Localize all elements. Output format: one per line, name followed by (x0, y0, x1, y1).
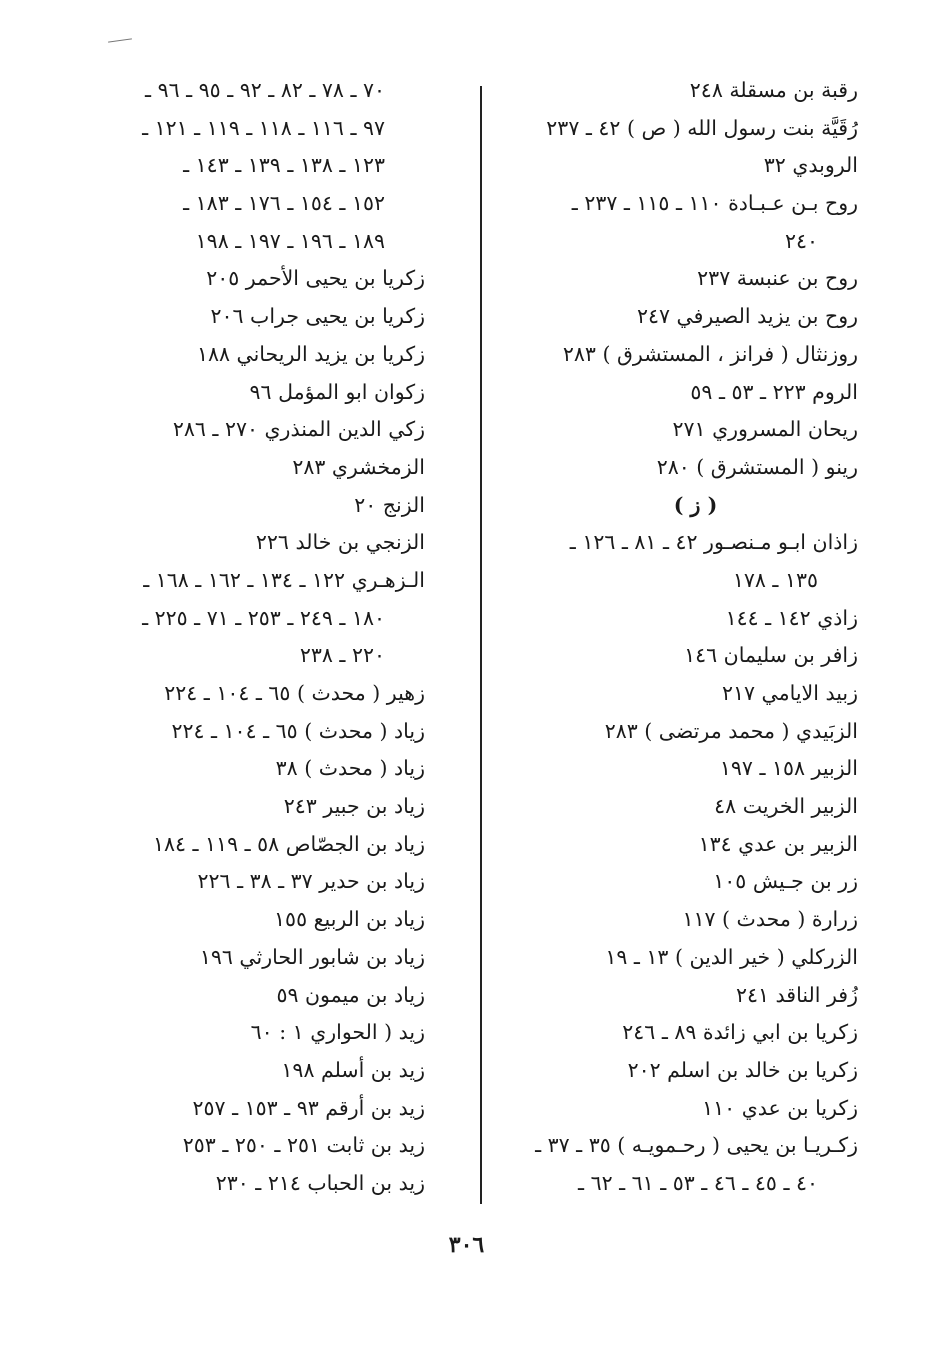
index-entry: رقبة بن مسقلة ٢٤٨ (689, 78, 858, 102)
index-entry: زكريا بن ابي زائدة ٨٩ ـ ٢٤٦ (622, 1020, 858, 1045)
index-entry: زر بن جـيش ١٠٥ (713, 869, 858, 894)
index-entry: زاذان ابـو مـنصـور ٤٢ ـ ٨١ ـ ١٢٦ ـ (569, 530, 858, 555)
index-entry-continuation: ١٨٠ ـ ٢٤٩ ـ ٢٥٣ ـ ٧١ ـ ٢٢٥ ـ (142, 605, 385, 630)
index-entry: زكريا بن يحيى جراب ٢٠٦ (210, 304, 425, 329)
page-number: ٣٠٦ (448, 1232, 485, 1258)
index-entry: الزبَيدي ( محمد مرتضى ) ٢٨٣ (604, 718, 858, 743)
index-entry: زكريا بن عدي ١١٠ (702, 1095, 858, 1120)
index-entry: زياد بن ميمون ٥٩ (276, 982, 425, 1007)
index-entry-continuation: ٩٧ ـ ١١٦ ـ ١١٨ ـ ١١٩ ـ ١٢١ ـ (142, 115, 385, 140)
index-entry: زياد بن حدير ٣٧ ـ ٣٨ ـ ٢٢٦ (197, 869, 425, 894)
index-entry: زياد ( محدث ) ٦٥ ـ ١٠٤ ـ ٢٢٤ (171, 718, 425, 743)
index-entry: زياد بن جبير ٢٤٣ (283, 794, 425, 819)
index-entry-continuation: ١٨٩ ـ ١٩٦ ـ ١٩٧ ـ ١٩٨ (195, 228, 385, 253)
index-entry: زاذي ١٤٢ ـ ١٤٤ (725, 605, 858, 630)
index-entry: زافر بن سليمان ١٤٦ (684, 643, 858, 668)
index-entry: الـزهـري ١٢٢ ـ ١٣٤ ـ ١٦٢ ـ ١٦٨ ـ (143, 567, 425, 592)
scan-speck (108, 38, 132, 42)
column-divider (480, 86, 482, 1204)
index-entry: الزمخشري ٢٨٣ (292, 454, 425, 479)
index-entry: زياد بن الجصّاص ٥٨ ـ ١١٩ ـ ١٨٤ (152, 831, 425, 856)
index-entry: زيد ( الحواري ١ : ٦٠ (250, 1020, 425, 1045)
index-entry: زيد بن الحباب ٢١٤ ـ ٢٣٠ (215, 1170, 425, 1195)
index-entry: الروبدي ٣٢ (763, 153, 858, 178)
index-entry: زهير ( محدث ) ٦٥ ـ ١٠٤ ـ ٢٢٤ (164, 681, 425, 705)
index-entry: ريحان المسروري ٢٧١ (672, 417, 858, 442)
index-entry: الزبير بن عدي ١٣٤ (698, 831, 858, 856)
section-heading: ( ز ) (673, 492, 718, 517)
index-entry-continuation: ١٣٥ ـ ١٧٨ (732, 567, 818, 592)
index-entry: زُفر الناقد ٢٤١ (735, 982, 858, 1007)
index-entry-continuation: ١٥٢ ـ ١٥٤ ـ ١٧٦ ـ ١٨٣ ـ (183, 191, 385, 216)
index-entry: روح بـن عـبـادة ١١٠ ـ ١١٥ ـ ٢٣٧ ـ (571, 191, 858, 216)
index-entry: الزبير الخريت ٤٨ (714, 794, 858, 819)
index-entry: زكي الدين المنذري ٢٧٠ ـ ٢٨٦ (172, 417, 425, 442)
index-entry: زياد بن شابور الحارثي ١٩٦ (199, 944, 425, 969)
index-entry: الزنج ٢٠ (354, 492, 425, 517)
index-entry: الزنجي بن خالد ٢٢٦ (255, 530, 425, 555)
index-entry: زكوان ابو المؤمل ٩٦ (249, 379, 425, 404)
index-entry: زياد ( محدث ) ٣٨ (275, 756, 425, 781)
index-entry: زكريا بن خالد بن اسلم ٢٠٢ (627, 1057, 858, 1082)
left-column (95, 72, 425, 1203)
index-entry-continuation: ٧٠ ـ ٧٨ ـ ٨٢ ـ ٩٢ ـ ٩٥ ـ ٩٦ ـ (145, 78, 385, 102)
index-entry: زبيد الايامي ٢١٧ (721, 681, 858, 705)
index-entry: روح بن عنبسة ٢٣٧ (697, 266, 858, 291)
index-entry: زكريا بن يزيد الريحاني ١٨٨ (196, 341, 425, 366)
index-entry: زكريا بن يحيى الأحمر ٢٠٥ (206, 266, 425, 291)
index-entry-continuation: ٢٢٠ ـ ٢٣٨ (299, 643, 385, 668)
index-entry-continuation: ١٢٣ ـ ١٣٨ ـ ١٣٩ ـ ١٤٣ ـ (183, 153, 385, 178)
index-entry: زيد بن أرقم ٩٣ ـ ١٥٣ ـ ٢٥٧ (192, 1095, 425, 1120)
index-entry: زكـريـا بن يحيى ( رحـمويـه ) ٣٥ ـ ٣٧ ـ (535, 1133, 858, 1158)
index-entry: الزبير ١٥٨ ـ ١٩٧ (719, 756, 858, 781)
index-entry: زرارة ( محدث ) ١١٧ (682, 907, 858, 932)
index-entry: رُقَيَّة بنت رسول الله ( ص ) ٤٢ ـ ٢٣٧ (546, 115, 858, 140)
right-column (453, 72, 858, 1203)
index-entry: زيد بن أسلم ١٩٨ (281, 1057, 425, 1082)
index-entry: زيد بن ثابت ٢٥١ ـ ٢٥٠ ـ ٢٥٣ (182, 1133, 425, 1158)
index-entry: روزنثال ( فرانز ، المستشرق ) ٢٨٣ (562, 341, 858, 366)
index-entry-continuation: ٤٠ ـ ٤٥ ـ ٤٦ ـ ٥٣ ـ ٦١ ـ ٦٢ ـ (578, 1170, 818, 1195)
index-entry: رينو ( المستشرق ) ٢٨٠ (656, 454, 858, 479)
index-entry: الروم ٢٢٣ ـ ٥٣ ـ ٥٩ (690, 379, 858, 404)
index-entry-continuation: ٢٤٠ (784, 228, 818, 253)
index-entry: الزركلي ( خير الدين ) ١٣ ـ ١٩ (605, 944, 858, 969)
index-entry: روح بن يزيد الصيرفي ٢٤٧ (636, 304, 858, 329)
index-entry: زياد بن الربيع ١٥٥ (274, 907, 425, 932)
